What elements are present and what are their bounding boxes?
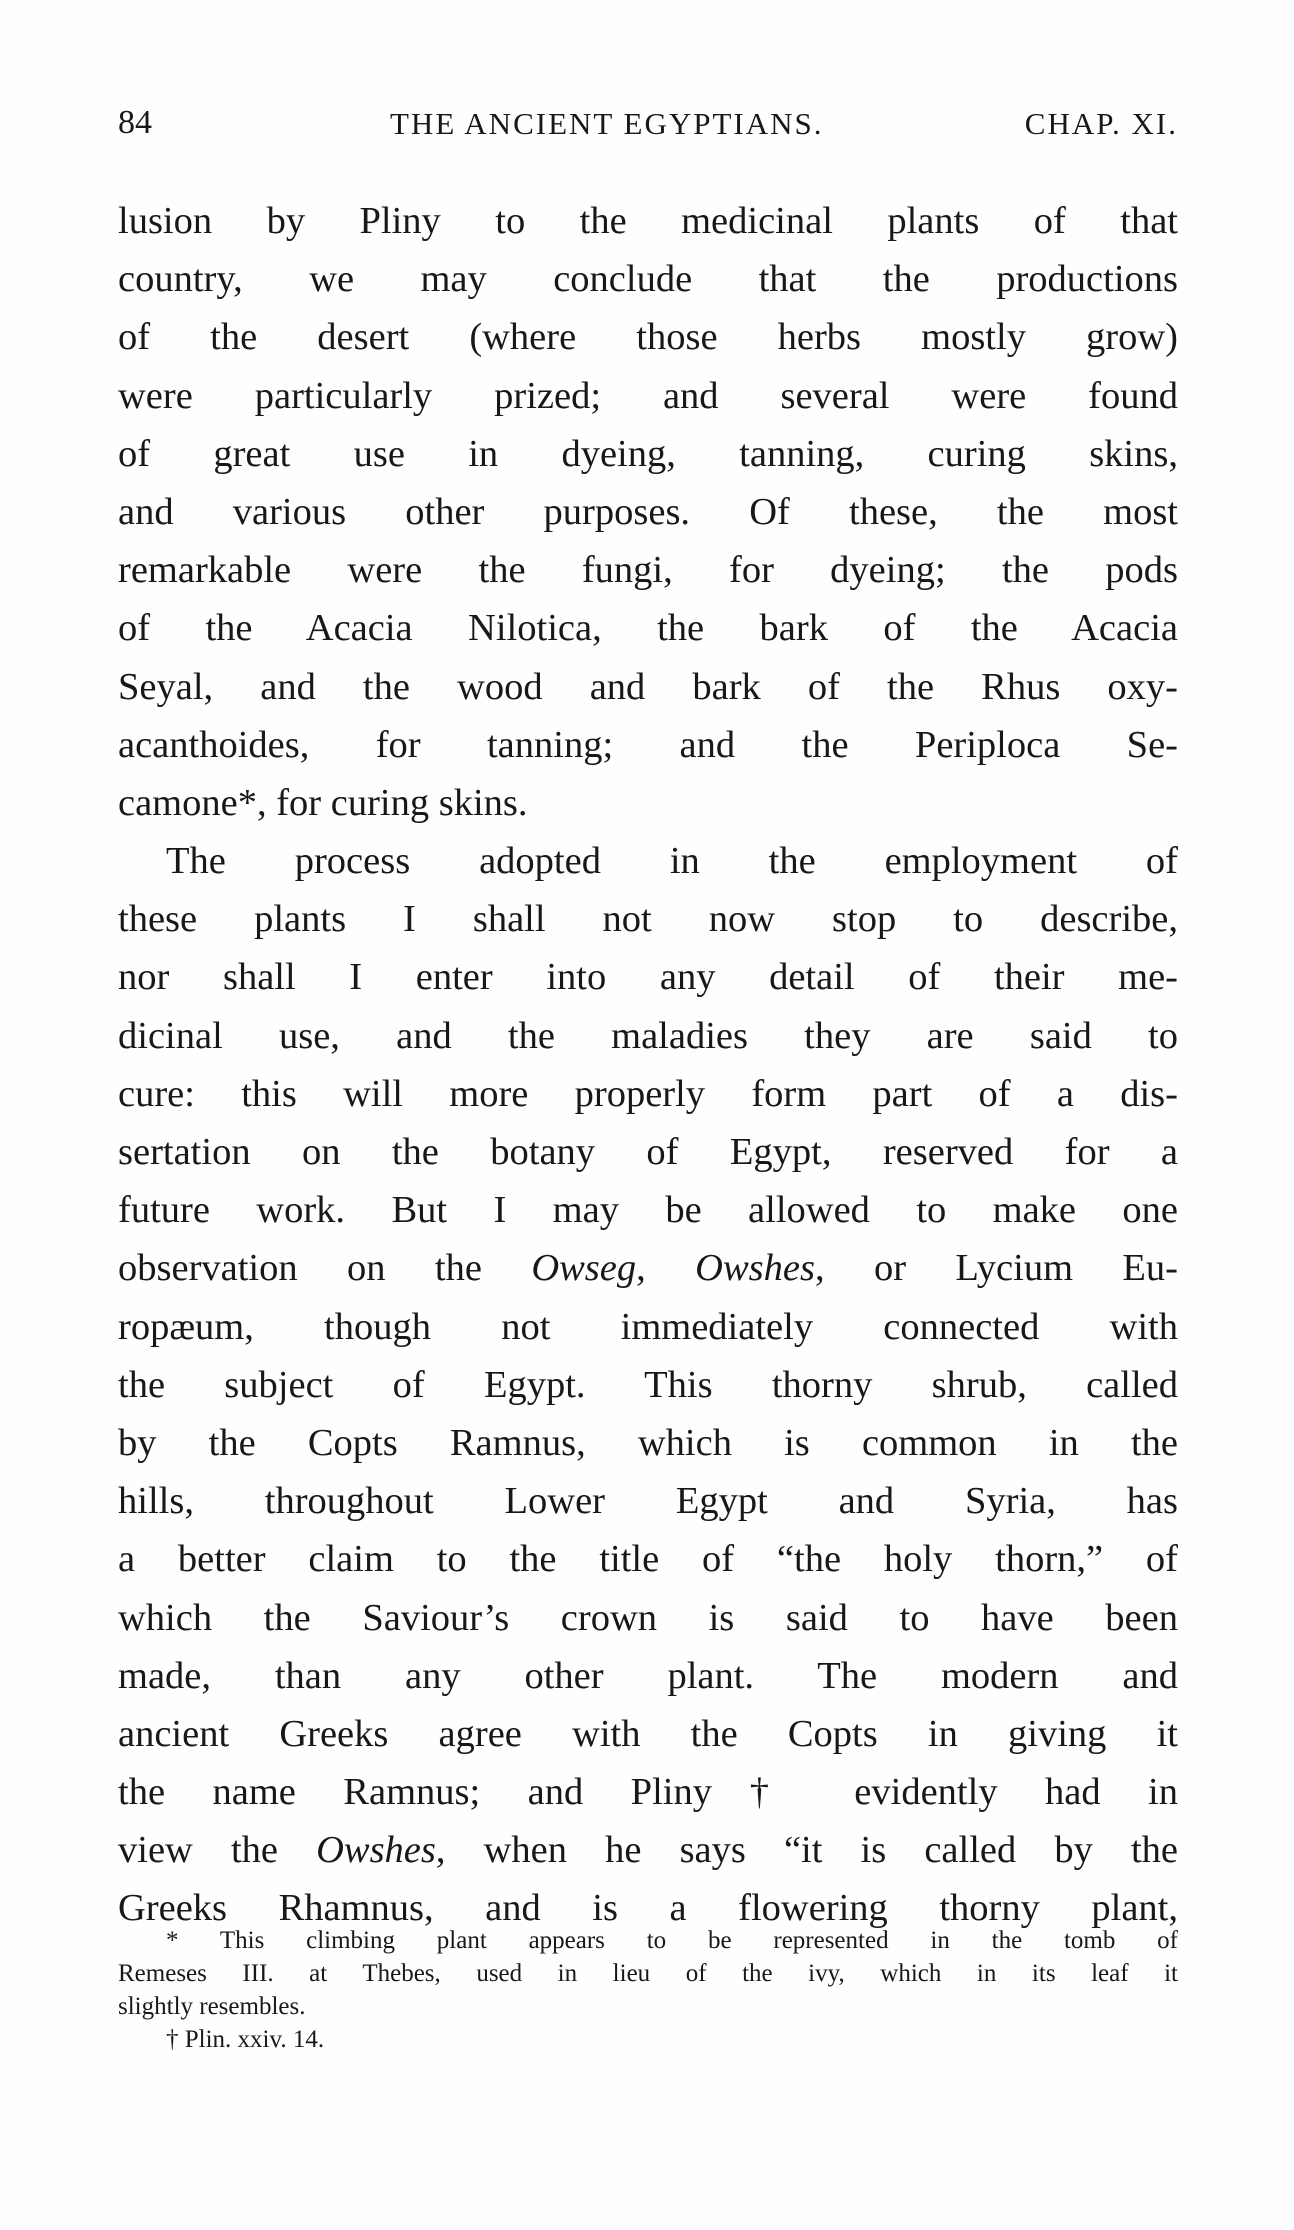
text-line: dicinal use, and the maladies they are said to (118, 1014, 1178, 1057)
text-line: Seyal, and the wood and bark of the Rhus oxy- (118, 665, 1178, 708)
page-number: 84 (118, 104, 152, 141)
text-run: , or Lycium Eu- (814, 1247, 1178, 1290)
text-line: acanthoides, for tanning; and the Periploca Se- (118, 723, 1178, 766)
text-line: these plants I shall not now stop to describe, (118, 898, 1178, 941)
text-line: camone*, for curing skins. (118, 781, 528, 824)
text-line: a better claim to the title of “the holy thorn,” of (118, 1538, 1178, 1581)
text-line: sertation on the botany of Egypt, reserved for a (118, 1131, 1178, 1173)
italic-term: Owshes (316, 1829, 436, 1872)
text-run: view the (118, 1829, 317, 1872)
footnote-line: † Plin. xxiv. 14. (166, 2026, 325, 2053)
text-line: made, than any other plant. The modern and (118, 1654, 1178, 1697)
page-header (118, 104, 1178, 154)
text-line: the name Ramnus; and Pliny† evidently had in (118, 1771, 1178, 1814)
text-line: and various other purposes. Of these, the most (118, 490, 1178, 533)
text-line: by the Copts Ramnus, which is common in the (118, 1421, 1178, 1464)
text-line: future work. But I may be allowed to make one (118, 1189, 1178, 1232)
paragraph-start-line: The process adopted in the employment of (166, 840, 1178, 883)
text-line: Greeks Rhamnus, and is a flowering thorny plant, (118, 1887, 1178, 1930)
text-line-with-italics (118, 1239, 1178, 1297)
text-line: country, we may conclude that the productions (118, 258, 1178, 301)
text-run: , when he says “it is called by the (435, 1829, 1179, 1872)
italic-term: Owshes (695, 1247, 815, 1290)
text-line-with-italics (118, 1821, 1178, 1879)
text-line: the subject of Egypt. This thorny shrub, called (118, 1363, 1178, 1406)
text-line: ropæum, though not immediately connected with (118, 1305, 1178, 1348)
footnotes (118, 1924, 1178, 2056)
text-line: ancient Greeks agree with the Copts in giving it (118, 1712, 1178, 1755)
text-line: of great use in dyeing, tanning, curing skins, (118, 432, 1178, 475)
text-line: remarkable were the fungi, for dyeing; the pods (118, 549, 1178, 592)
italic-term: Owseg (531, 1247, 637, 1290)
text-line: cure: this will more properly form part of a dis- (118, 1072, 1178, 1115)
running-title: THE ANCIENT EGYPTIANS. (390, 106, 824, 141)
text-line: of the Acacia Nilotica, the bark of the Acacia (118, 607, 1178, 650)
footnote-line: Remeses III. at Thebes, used in lieu of the ivy, which in its leaf it (118, 1960, 1178, 1987)
text-line: of the desert (where those herbs mostly grow) (118, 316, 1178, 359)
chapter-label: CHAP. XI. (1024, 106, 1178, 141)
footnote-line: slightly resembles. (118, 1993, 306, 2020)
text-line: hills, throughout Lower Egypt and Syria, has (118, 1480, 1178, 1523)
text-line: were particularly prized; and several were found (118, 374, 1178, 417)
text-run: observation on the (118, 1247, 532, 1290)
text-line: lusion by Pliny to the medicinal plants of that (118, 200, 1178, 242)
body-text (118, 192, 1178, 1938)
footnote-line: * This climbing plant appears to be represented in the tomb of (166, 1927, 1178, 1954)
text-run: , (636, 1247, 696, 1290)
text-line: which the Saviour’s crown is said to have been (118, 1596, 1178, 1639)
text-line: nor shall I enter into any detail of their me- (118, 956, 1178, 999)
